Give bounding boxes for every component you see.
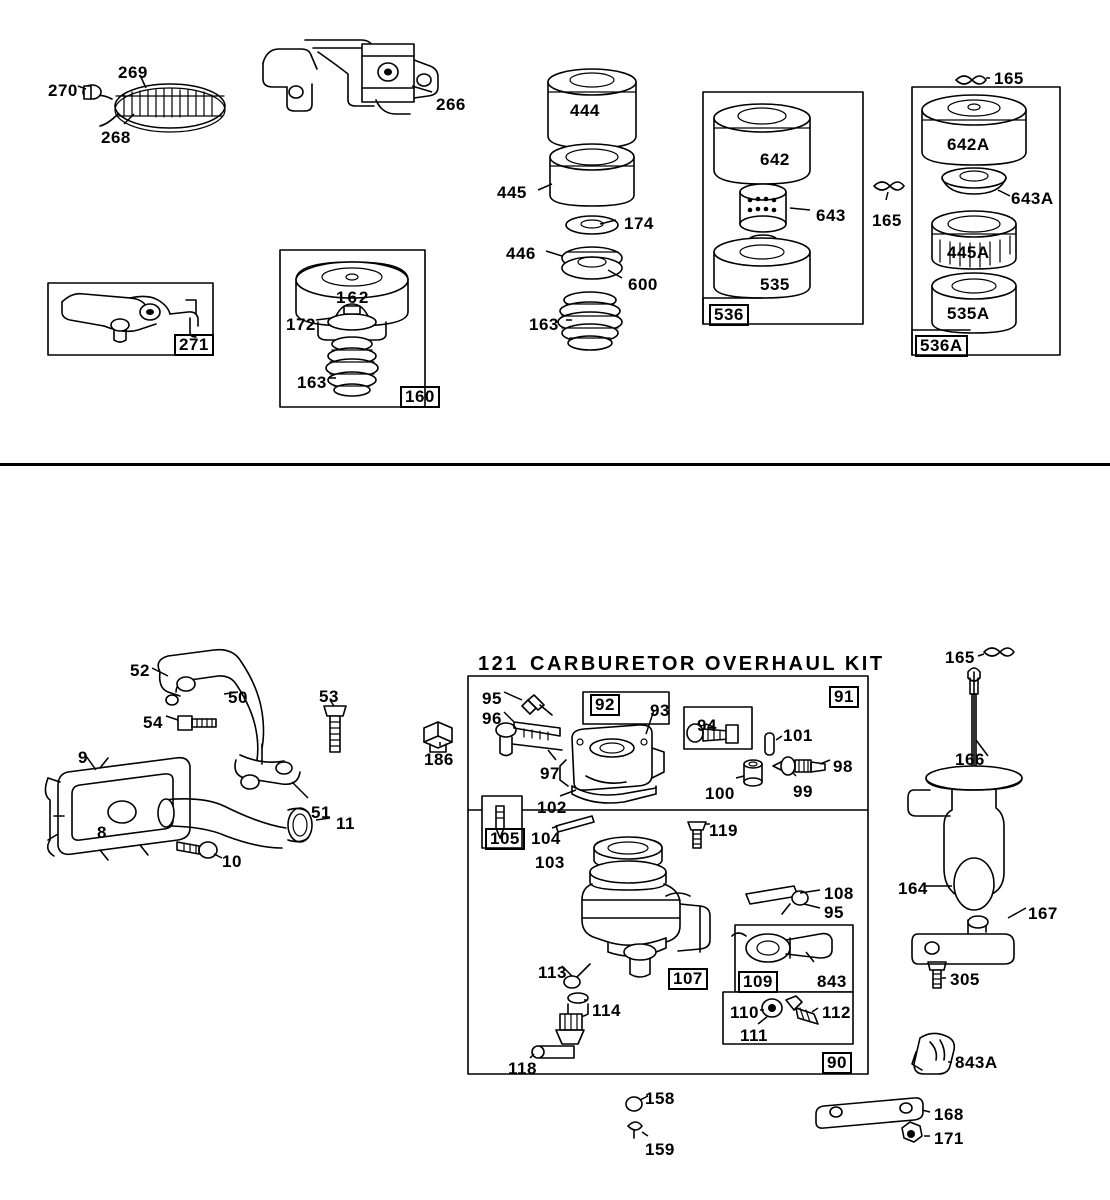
label-271: 271	[174, 334, 214, 356]
part-53-bolt	[324, 706, 346, 752]
label-50: 50	[228, 688, 248, 707]
part-305-screw	[928, 962, 946, 988]
label-600: 600	[628, 275, 658, 294]
label-95-lower: 95	[824, 903, 844, 922]
label-111: 111	[740, 1026, 768, 1045]
part-158-159	[626, 1097, 642, 1138]
label-165-top: 165	[994, 69, 1024, 88]
label-163-stack: 163	[529, 315, 559, 334]
label-112: 112	[822, 1003, 851, 1022]
label-90: 90	[822, 1052, 852, 1074]
label-105: 105	[485, 828, 525, 850]
label-96: 96	[482, 709, 502, 728]
label-270: 270	[48, 81, 78, 100]
label-91: 91	[829, 686, 859, 708]
label-8: 8	[97, 823, 107, 842]
label-642A: 642A	[947, 135, 990, 154]
label-101: 101	[783, 726, 813, 745]
label-172: 172	[286, 315, 316, 334]
label-107: 107	[668, 968, 708, 990]
part-101-pin	[765, 733, 774, 755]
label-109: 109	[738, 971, 778, 993]
label-843: 843	[817, 972, 847, 991]
label-97: 97	[540, 764, 560, 783]
label-268: 268	[101, 128, 131, 147]
label-108: 108	[824, 884, 854, 903]
label-54: 54	[143, 713, 163, 732]
label-102: 102	[537, 798, 567, 817]
label-171: 171	[934, 1129, 964, 1148]
label-159: 159	[645, 1140, 675, 1159]
part-266-bracket	[263, 40, 438, 114]
label-163-160: 163	[297, 373, 327, 392]
label-103: 103	[535, 853, 565, 872]
label-186: 186	[424, 750, 454, 769]
label-166: 166	[955, 750, 985, 769]
kit-number-121: 121	[478, 653, 519, 675]
section-divider	[0, 463, 1110, 466]
label-113: 113	[538, 963, 567, 982]
label-92: 92	[590, 694, 620, 716]
label-843A: 843A	[955, 1053, 998, 1072]
part-843A-clip	[912, 1033, 954, 1074]
label-162: 162	[336, 288, 371, 307]
label-93: 93	[650, 701, 670, 720]
part-165-clip-b	[956, 76, 986, 84]
part-163-stack	[558, 292, 622, 350]
label-51: 51	[311, 803, 331, 822]
part-174-washer	[566, 216, 618, 234]
label-305: 305	[950, 970, 980, 989]
label-446: 446	[506, 244, 536, 263]
label-168: 168	[934, 1105, 964, 1124]
label-52: 52	[130, 661, 150, 680]
part-100-seat	[744, 760, 762, 786]
label-444: 444	[570, 101, 600, 120]
part-165-clip-c	[984, 648, 1014, 656]
part-11-tube	[158, 799, 312, 848]
label-269: 269	[118, 63, 148, 82]
part-10-stud	[177, 842, 217, 858]
label-95-upper: 95	[482, 689, 502, 708]
label-53: 53	[319, 687, 339, 706]
label-536A: 536A	[915, 335, 968, 357]
part-600-seal	[562, 247, 622, 279]
label-165-mid: 165	[872, 211, 902, 230]
label-643: 643	[816, 206, 846, 225]
part-168-171	[816, 1098, 923, 1142]
label-164: 164	[898, 879, 928, 898]
part-445-filter	[550, 144, 634, 206]
label-160: 160	[400, 386, 440, 408]
part-186-fitting	[424, 722, 452, 752]
label-100: 100	[705, 784, 735, 803]
label-9: 9	[78, 748, 88, 767]
label-99: 99	[793, 782, 813, 801]
part-165-clip-a	[874, 182, 904, 190]
label-445: 445	[497, 183, 527, 202]
kit-title: CARBURETOR OVERHAUL KIT	[530, 653, 885, 675]
label-104: 104	[531, 829, 561, 848]
label-266: 266	[436, 95, 466, 114]
label-642: 642	[760, 150, 790, 169]
label-11: 11	[336, 814, 355, 833]
label-167: 167	[1028, 904, 1058, 923]
label-536: 536	[709, 304, 749, 326]
label-535: 535	[760, 275, 790, 294]
part-54-bolt	[178, 716, 216, 730]
label-118: 118	[508, 1059, 537, 1078]
label-165-bottom: 165	[945, 648, 975, 667]
label-445A: 445A	[947, 243, 990, 262]
label-98: 98	[833, 757, 853, 776]
label-643A: 643A	[1011, 189, 1054, 208]
label-535A: 535A	[947, 304, 990, 323]
label-119: 119	[709, 821, 738, 840]
label-114: 114	[592, 1001, 621, 1020]
label-174: 174	[624, 214, 654, 233]
label-158: 158	[645, 1089, 675, 1108]
label-110: 110	[730, 1003, 759, 1022]
part-166-164-167-dipstick	[908, 668, 1022, 964]
label-10: 10	[222, 852, 242, 871]
label-94: 94	[697, 716, 717, 735]
part-268-269-270-group	[83, 84, 225, 132]
